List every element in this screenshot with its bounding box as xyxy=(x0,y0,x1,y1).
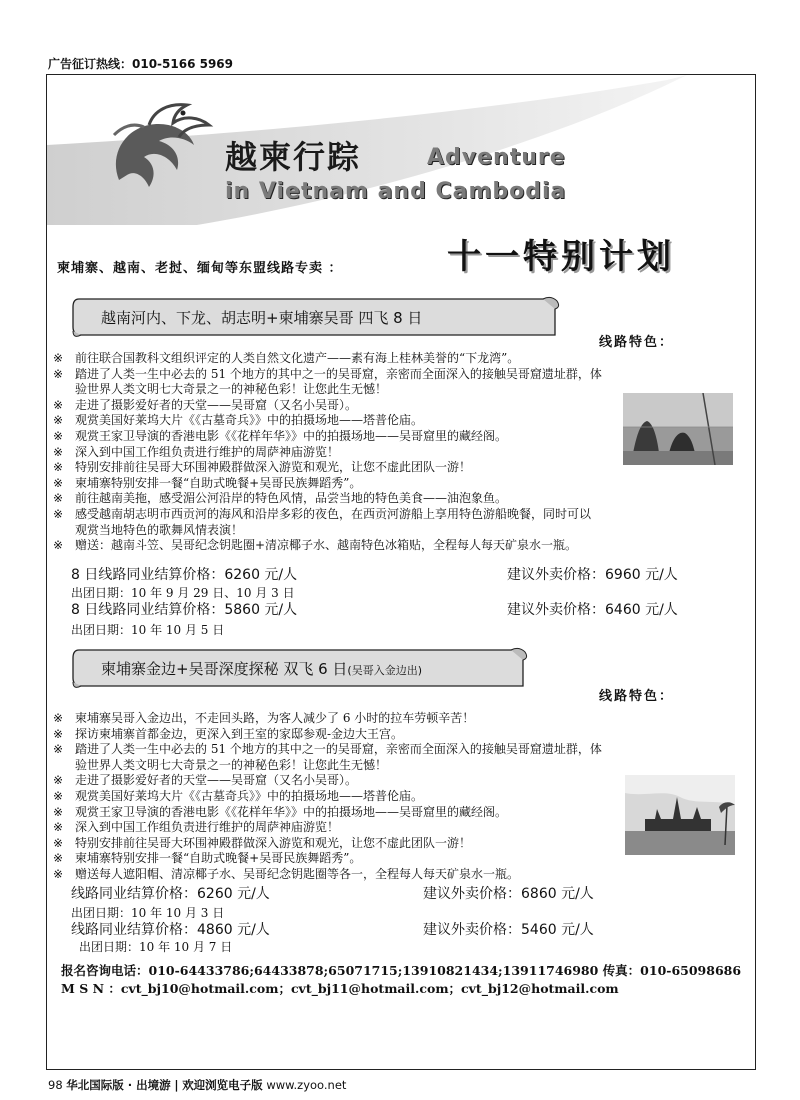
feature-item xyxy=(53,507,743,523)
bullet-mark-icon: ※ xyxy=(53,711,64,725)
feature-text: 踏进了人类一生中必去的 51 个地方的其中之一的吴哥窟，亲密而全面深入的接触吴哥窟遗址群，体 xyxy=(75,366,602,381)
tour2-date-2: 出团日期：10 年 10 月 7 日 xyxy=(79,940,233,954)
feature-text: 前往越南美拖，感受湄公河沿岸的特色风情，品尝当地的特色美食——油泡象鱼。 xyxy=(75,491,508,506)
bullet-mark-icon: ※ xyxy=(53,742,64,757)
publication-name: 华北国际版 · 出境游 xyxy=(66,1078,171,1092)
footer-separator: | xyxy=(174,1078,179,1092)
brand-title-en-1: Adventure xyxy=(427,145,566,170)
tour2-price-2: 线路同业结算价格：4860 元/人 xyxy=(71,922,270,938)
bullet-mark-icon: ※ xyxy=(53,851,64,866)
bullet-mark-icon: ※ xyxy=(53,491,64,506)
header-banner xyxy=(47,75,754,225)
bullet-mark-icon: ※ xyxy=(53,835,64,850)
feature-text: 探访柬埔寨首都金边，更深入到王室的家邸参观-金边大王宫。 xyxy=(75,726,404,741)
tour1-retail-2: 建议外卖价格：6460 元/人 xyxy=(507,602,678,618)
dragon-logo-icon xyxy=(99,95,219,195)
ad-hotline: 广告征订热线：010-5166 5969 xyxy=(48,57,234,71)
feature-text-continued: 观赏当地特色的歌舞风情表演！ xyxy=(75,522,244,537)
angkor-wat-photo xyxy=(625,775,735,855)
tour2-title-note: (吴哥入金边出) xyxy=(347,664,423,677)
tour2-retail-2: 建议外卖价格：5460 元/人 xyxy=(423,922,594,938)
tour1-date-2: 出团日期：10 年 10 月 5 日 xyxy=(71,623,225,637)
feature-item xyxy=(53,491,743,507)
bullet-mark-icon: ※ xyxy=(53,820,64,835)
bullet-mark-icon: ※ xyxy=(53,804,64,819)
bullet-mark-icon: ※ xyxy=(53,413,64,428)
bullet-mark-icon: ※ xyxy=(53,351,64,365)
feature-text: 深入到中国工作组负责进行维护的周萨神庙游览！ xyxy=(75,444,340,459)
feature-text: 观赏王家卫导演的香港电影《《花样年华》》中的拍摄场地——吴哥窟里的藏经阁。 xyxy=(75,428,508,443)
feature-text: 赠送：越南斗笠、吴哥纪念钥匙圈+清凉椰子水、越南特色冰箱贴，全程每人每天矿泉水一瓶。 xyxy=(75,538,578,553)
tour1-price-2: 8 日线路同业结算价格：5860 元/人 xyxy=(71,602,298,618)
feature-text-continued: 验世界人类文明七大奇景之一的神秘色彩！让您此生无憾！ xyxy=(75,757,388,772)
feature-text: 深入到中国工作组负责进行维护的周萨神庙游览！ xyxy=(75,820,340,835)
tour2-title: 柬埔寨金边+吴哥深度探秘 双飞 6 日 xyxy=(101,660,348,678)
feature-text-continued: 验世界人类文明七大奇景之一的神秘色彩！让您此生无憾！ xyxy=(75,382,388,397)
tour1-retail-1: 建议外卖价格：6960 元/人 xyxy=(507,567,678,583)
bullet-mark-icon: ※ xyxy=(53,366,64,381)
bullet-mark-icon: ※ xyxy=(53,475,64,490)
tour2-scroll-banner xyxy=(71,646,529,690)
feature-text: 观赏美国好莱坞大片《《古墓奇兵》》中的拍摄场地——塔普伦庙。 xyxy=(75,788,424,803)
tour2-retail-1: 建议外卖价格：6860 元/人 xyxy=(423,886,594,902)
tour2-date-1: 出团日期：10 年 10 月 3 日 xyxy=(71,906,225,920)
ad-frame xyxy=(46,74,756,1070)
bullet-mark-icon: ※ xyxy=(53,538,64,553)
feature-text: 柬埔寨吴哥入金边出，不走回头路，为客人减少了 6 小时的拉车劳顿辛苦！ xyxy=(75,711,475,725)
intro-line: 柬埔寨、越南、老挝、缅甸等东盟线路专卖 ： xyxy=(57,261,343,276)
bullet-mark-icon: ※ xyxy=(53,428,64,443)
feature-text: 走进了摄影爱好者的天堂——吴哥窟（又名小吴哥）。 xyxy=(75,397,358,412)
feature-text: 走进了摄影爱好者的天堂——吴哥窟（又名小吴哥）。 xyxy=(75,773,358,788)
tour1-price-1: 8 日线路同业结算价格：6260 元/人 xyxy=(71,567,298,583)
special-plan-title: 十一特别计划 xyxy=(447,237,675,277)
feature-text: 特别安排前往吴哥大环围神殿群做深入游览和观光，让您不虚此团队一游！ xyxy=(75,460,472,475)
tour1-date-1: 出团日期：10 年 9 月 29 日、10 月 3 日 xyxy=(71,586,295,600)
page-footer xyxy=(48,1077,346,1093)
feature-text: 赠送每人遮阳帽、清凉椰子水、吴哥纪念钥匙圈等各一，全程每人每天矿泉水一瓶。 xyxy=(75,866,520,881)
feature-text: 感受越南胡志明市西贡河的海风和沿岸多彩的夜色，在西贡河游船上享用特色游船晚餐，同时可以 xyxy=(75,506,592,521)
feature-item xyxy=(53,351,743,367)
feature-item xyxy=(53,476,743,492)
bullet-mark-icon: ※ xyxy=(53,726,64,741)
feature-item xyxy=(53,742,743,758)
brand-title-cn: 越柬行踪 xyxy=(225,138,362,176)
bullet-mark-icon: ※ xyxy=(53,444,64,459)
tour1-title: 越南河内、下龙、胡志明+柬埔寨吴哥 四飞 8 日 xyxy=(101,309,423,327)
feature-text: 柬埔寨特别安排一餐“自助式晚餐+吴哥民族舞蹈秀”。 xyxy=(75,475,362,490)
tour1-features-label: 线路特色： xyxy=(599,335,675,350)
contact-msn: M S N ：cvt_bj10@hotmail.com；cvt_bj11@hotmail.com；cvt_bj12@hotmail.com xyxy=(61,981,619,996)
halong-bay-photo xyxy=(623,393,733,465)
bullet-mark-icon: ※ xyxy=(53,788,64,803)
feature-text: 观赏王家卫导演的香港电影《《花样年华》》中的拍摄场地——吴哥窟里的藏经阁。 xyxy=(75,804,508,819)
bullet-mark-icon: ※ xyxy=(53,773,64,788)
feature-item xyxy=(53,727,743,743)
bullet-mark-icon: ※ xyxy=(53,397,64,412)
page-number: 98 xyxy=(48,1078,63,1092)
feature-item xyxy=(53,538,743,554)
feature-item xyxy=(53,867,743,883)
feature-text: 柬埔寨特别安排一餐“自助式晚餐+吴哥民族舞蹈秀”。 xyxy=(75,851,362,866)
feature-text: 前往联合国教科文组织评定的人类自然文化遗产——素有海上桂林美誉的“下龙湾”。 xyxy=(75,351,520,365)
tour2-price-1: 线路同业结算价格：6260 元/人 xyxy=(71,886,270,902)
tour1-scroll-banner xyxy=(71,295,561,339)
footer-cta: 欢迎浏览电子版 xyxy=(182,1078,263,1092)
bullet-mark-icon: ※ xyxy=(53,460,64,475)
bullet-mark-icon: ※ xyxy=(53,866,64,881)
feature-item xyxy=(53,711,743,727)
website-link[interactable]: www.zyoo.net xyxy=(266,1078,347,1092)
contact-phone: 报名咨询电话：010-64433786;64433878;65071715;13910821434;13911746980 传真：010-65098686 xyxy=(61,963,742,978)
tour2-title-wrap xyxy=(101,658,422,679)
bullet-mark-icon: ※ xyxy=(53,506,64,521)
feature-text: 特别安排前往吴哥大环围神殿群做深入游览和观光，让您不虚此团队一游！ xyxy=(75,835,472,850)
tour2-features-label: 线路特色： xyxy=(599,689,675,704)
brand-title-en-2: in Vietnam and Cambodia xyxy=(225,179,567,204)
feature-item xyxy=(53,367,743,383)
feature-text: 踏进了人类一生中必去的 51 个地方的其中之一的吴哥窟，亲密而全面深入的接触吴哥窟遗址群，体 xyxy=(75,742,602,757)
feature-text: 观赏美国好莱坞大片《《古墓奇兵》》中的拍摄场地——塔普伦庙。 xyxy=(75,413,424,428)
